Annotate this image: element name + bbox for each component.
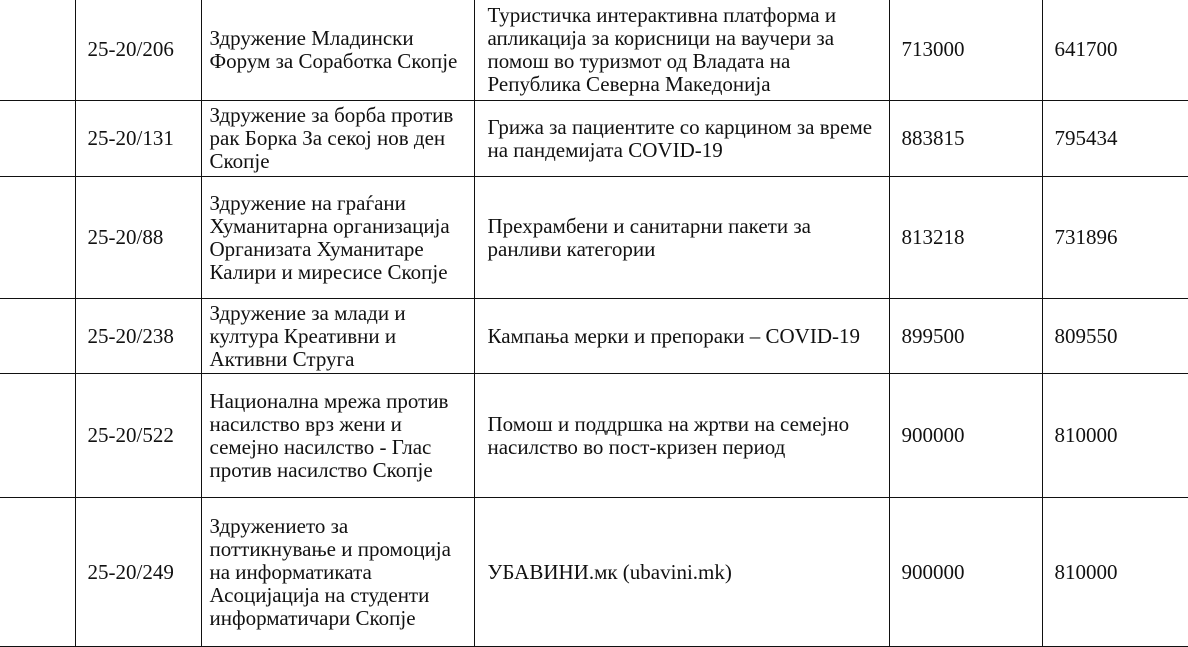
table-row xyxy=(0,498,1188,647)
empty-index-cell xyxy=(0,101,75,177)
project-cell: Грижа за пациентите со карцином за време на пандемијата COVID-19 xyxy=(474,101,889,177)
project-cell: Помош и поддршка на жртви на семејно насилство во пост-кризен период xyxy=(474,374,889,498)
empty-index-cell xyxy=(0,299,75,374)
organization-cell: Здружение за млади и култура Креативни и Активни Струга xyxy=(201,299,474,374)
project-cell: Кампања мерки и препораки – COVID-19 xyxy=(474,299,889,374)
amount-approved-cell: 731896 xyxy=(1042,177,1188,299)
amount-approved-cell: 810000 xyxy=(1042,498,1188,647)
empty-index-cell xyxy=(0,0,75,101)
project-cell: Прехрамбени и санитарни пакети за ранливи категории xyxy=(474,177,889,299)
amount-requested-cell: 813218 xyxy=(889,177,1042,299)
empty-index-cell xyxy=(0,374,75,498)
registration-number-cell: 25-20/238 xyxy=(75,299,201,374)
amount-approved-cell: 810000 xyxy=(1042,374,1188,498)
registration-number-cell: 25-20/522 xyxy=(75,374,201,498)
amount-requested-cell: 883815 xyxy=(889,101,1042,177)
organization-cell: Здружението за поттикнување и промоција на информатиката Асоцијација на студенти информатичари Скопје xyxy=(201,498,474,647)
amount-approved-cell: 809550 xyxy=(1042,299,1188,374)
project-cell: УБАВИНИ.мк (ubavini.mk) xyxy=(474,498,889,647)
project-cell: Туристичка интерактивна платформа и апликација за корисници на ваучери за помош во туризмот од Владата на Република Северна Македонија xyxy=(474,0,889,101)
registration-number-cell: 25-20/131 xyxy=(75,101,201,177)
organization-cell: Здружение на граѓани Хуманитарна организација Организата Хуманитаре Калири и миресисе Скопје xyxy=(201,177,474,299)
organization-cell: Национална мрежа против насилство врз жени и семејно насилство - Глас против насилство Скопје xyxy=(201,374,474,498)
amount-requested-cell: 899500 xyxy=(889,299,1042,374)
empty-index-cell xyxy=(0,498,75,647)
table-row xyxy=(0,101,1188,177)
organization-cell: Здружение Младински Форум за Соработка Скопје xyxy=(201,0,474,101)
registration-number-cell: 25-20/206 xyxy=(75,0,201,101)
table-row xyxy=(0,177,1188,299)
registration-number-cell: 25-20/88 xyxy=(75,177,201,299)
registration-number-cell: 25-20/249 xyxy=(75,498,201,647)
table-row xyxy=(0,0,1188,101)
organization-cell: Здружение за борба против рак Борка За секој нов ден Скопје xyxy=(201,101,474,177)
table-row xyxy=(0,299,1188,374)
amount-requested-cell: 900000 xyxy=(889,498,1042,647)
amount-requested-cell: 900000 xyxy=(889,374,1042,498)
empty-index-cell xyxy=(0,177,75,299)
amount-requested-cell: 713000 xyxy=(889,0,1042,101)
amount-approved-cell: 641700 xyxy=(1042,0,1188,101)
table-row xyxy=(0,374,1188,498)
amount-approved-cell: 795434 xyxy=(1042,101,1188,177)
